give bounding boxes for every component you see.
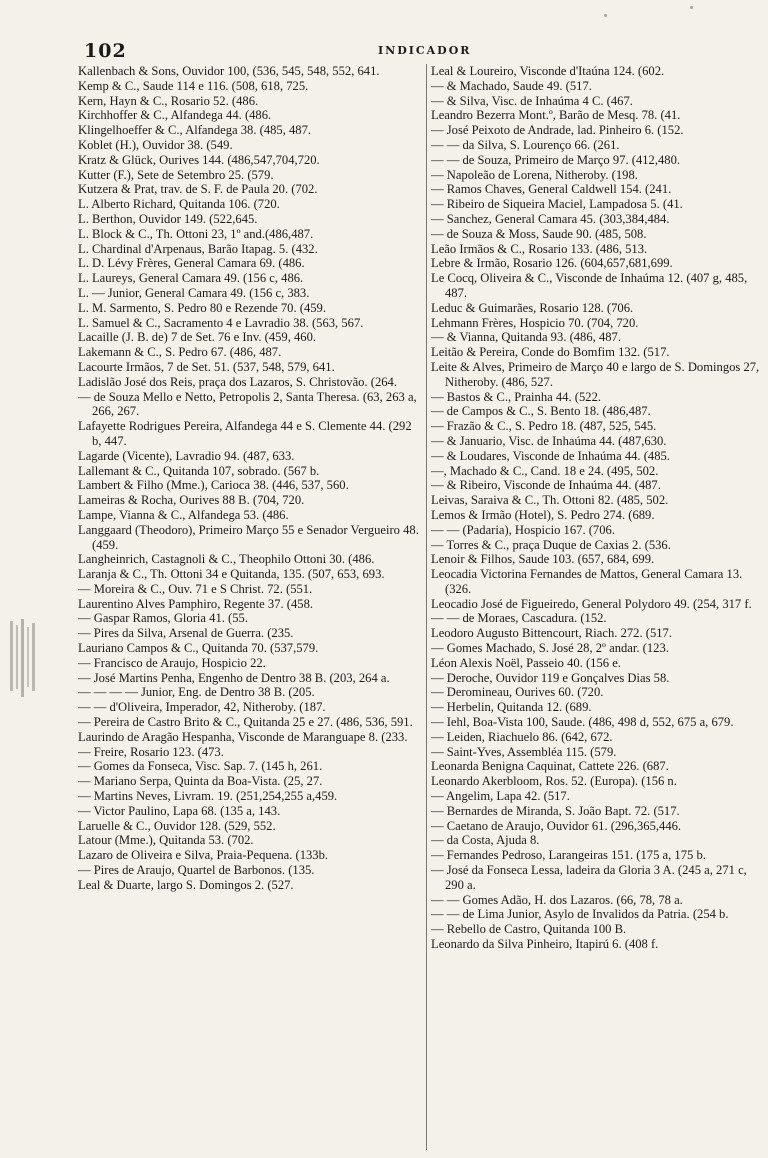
- directory-entry: — Herbelin, Quitanda 12. (689.: [431, 700, 592, 715]
- directory-entry: Leal & Loureiro, Visconde d'Itaúna 124. (602.: [431, 64, 665, 78]
- directory-entry: — Leiden, Riachuelo 86. (642, 672.: [431, 729, 613, 744]
- directory-entry: — Pereira de Castro Brito & C., Quitanda 25 e 27. (486, 536, 591.: [78, 715, 413, 730]
- directory-entry: — Deroche, Ouvidor 119 e Gonçalves Dias 58.: [431, 670, 670, 685]
- directory-entry: L. D. Lévy Frères, General Camara 69. (486.: [78, 256, 305, 271]
- directory-entry: — de Souza & Moss, Saude 90. (485, 508.: [431, 226, 647, 241]
- left-column: [78, 64, 422, 1150]
- directory-entry: — — de Souza, Primeiro de Março 97. (412,480.: [431, 152, 681, 167]
- directory-entry: — Fernandes Pedroso, Larangeiras 151. (175 a, 175 b.: [431, 848, 706, 863]
- directory-entry: Laurindo de Aragão Hespanha, Visconde de Maranguape 8. (233.: [78, 729, 408, 744]
- directory-entry: Leite & Alves, Primeiro de Março 40 e largo de S. Domingos 27, Nitheroby. (486, 527.: [431, 359, 760, 389]
- directory-entry: Leal & Duarte, largo S. Domingos 2. (527.: [78, 877, 294, 892]
- paper-speck: [604, 14, 607, 17]
- directory-entry: Leduc & Guimarães, Rosario 128. (706.: [431, 300, 634, 315]
- directory-entry: — Martins Neves, Livram. 19. (251,254,255 a,459.: [78, 789, 338, 804]
- directory-entry: — Sanchez, General Camara 45. (303,384,484.: [431, 211, 670, 226]
- directory-entry: — Iehl, Boa-Vista 100, Saude. (486, 498 d, 552, 675 a, 679.: [431, 715, 734, 730]
- directory-entry: Lallemant & C., Quitanda 107, sobrado. (567 b.: [78, 463, 320, 478]
- directory-entry: Kirchhoffer & C., Alfandega 44. (486.: [78, 108, 272, 123]
- directory-entry: Lazaro de Oliveira e Silva, Praia-Pequena. (133b.: [78, 848, 329, 863]
- directory-entry: Leocadia Victorina Fernandes de Mattos, General Camara 13. (326.: [431, 567, 743, 596]
- directory-entry: — José da Fonseca Lessa, ladeira da Gloria 3 A. (245 a, 271 c, 290 a.: [431, 863, 747, 892]
- directory-entry: Kemp & C., Saude 114 e 116. (508, 618, 725.: [78, 78, 309, 93]
- directory-entry: Lambert & Filho (Mme.), Carioca 38. (446, 537, 560.: [78, 478, 349, 493]
- directory-entry: — José Peixoto de Andrade, lad. Pinheiro 6. (152.: [431, 123, 684, 138]
- directory-entry: Lampe, Vianna & C., Alfandega 53. (486.: [78, 507, 289, 522]
- directory-entry: Lemos & Irmão (Hotel), S. Pedro 274. (689.: [431, 507, 655, 522]
- directory-entry: Lakemann & C., S. Pedro 67. (486, 487.: [78, 345, 282, 360]
- directory-entry: — Pires da Silva, Arsenal de Guerra. (235.: [78, 626, 294, 641]
- directory-entry: — & Januario, Visc. de Inhaúma 44. (487,630.: [431, 433, 667, 448]
- directory-entry: — — de Lima Junior, Asylo de Invalidos da Patria. (254 b.: [431, 907, 729, 922]
- page-header: [78, 40, 758, 66]
- directory-entry: Le Cocq, Oliveira & C., Visconde de Inhaúma 12. (407 g, 485, 487.: [431, 271, 748, 300]
- directory-entry: — & Vianna, Quitanda 93. (486, 487.: [431, 330, 621, 345]
- directory-entry: — Saint-Yves, Assembléa 115. (579.: [431, 744, 617, 759]
- directory-entry: — — da Silva, S. Lourenço 66. (261.: [431, 137, 620, 152]
- directory-entry: Leocadio José de Figueiredo, General Polydoro 49. (254, 317 f.: [431, 596, 752, 611]
- directory-entry: — Mariano Serpa, Quinta da Boa-Vista. (25, 27.: [78, 774, 323, 789]
- directory-entry: — Frazão & C., S. Pedro 18. (487, 525, 545.: [431, 419, 657, 434]
- directory-entry: L. Samuel & C., Sacramento 4 e Lavradio 38. (563, 567.: [78, 315, 364, 330]
- directory-entry: Leandro Bezerra Mont.º, Barão de Mesq. 78. (41.: [431, 108, 681, 123]
- directory-entry: — — d'Oliveira, Imperador, 42, Nitheroby. (187.: [78, 700, 326, 715]
- directory-entry: Lameiras & Rocha, Ourives 88 B. (704, 720.: [78, 493, 305, 508]
- library-stamp-mark: [6, 615, 40, 703]
- directory-entry: Lebre & Irmão, Rosario 126. (604,657,681,699.: [431, 256, 673, 271]
- directory-entry: Lenoir & Filhos, Saude 103. (657, 684, 699.: [431, 552, 655, 567]
- directory-entry: — Pires de Araujo, Quartel de Barbonos. (135.: [78, 863, 315, 878]
- directory-entry: — — — — Junior, Eng. de Dentro 38 B. (205.: [78, 685, 315, 700]
- paper-speck: [690, 6, 693, 9]
- directory-entry: Lauriano Campos & C., Quitanda 70. (537,579.: [78, 641, 319, 656]
- directory-entry: — Gomes Machado, S. José 28, 2º andar. (123.: [431, 641, 669, 656]
- directory-entry: L. Alberto Richard, Quitanda 106. (720.: [78, 197, 280, 212]
- directory-entry: — Napoleão de Lorena, Nitheroby. (198.: [431, 167, 638, 182]
- directory-entry: — Ramos Chaves, General Caldwell 154. (241.: [431, 182, 672, 197]
- running-head: INDICADOR: [378, 44, 472, 57]
- directory-entry: Léon Alexis Noël, Passeio 40. (156 e.: [431, 655, 621, 670]
- directory-entry: — & Silva, Visc. de Inhaúma 4 C. (467.: [431, 93, 633, 108]
- directory-entry: Lacaille (J. B. de) 7 de Set. 76 e Inv. (459, 460.: [78, 330, 317, 345]
- directory-entry: — — de Moraes, Cascadura. (152.: [431, 611, 607, 626]
- directory-entry: L. Laureys, General Camara 49. (156 c, 486.: [78, 271, 304, 286]
- directory-entry: Kutter (F.), Sete de Setembro 25. (579.: [78, 167, 274, 182]
- directory-entry: Ladislão José dos Reis, praça dos Lazaros, S. Christovão. (264.: [78, 374, 397, 389]
- directory-entry: — Bastos & C., Prainha 44. (522.: [431, 389, 602, 404]
- directory-entry: — Moreira & C., Ouv. 71 e S Christ. 72. (551.: [78, 581, 313, 596]
- directory-entry: Kutzera & Prat, trav. de S. F. de Paula 20. (702.: [78, 182, 318, 197]
- directory-entry: Koblet (H.), Ouvidor 38. (549.: [78, 137, 233, 152]
- directory-entry: Leonardo da Silva Pinheiro, Itapirú 6. (408 f.: [431, 937, 659, 952]
- directory-entry: Langheinrich, Castagnoli & C., Theophilo Ottoni 30. (486.: [78, 552, 375, 567]
- directory-entry: Klingelhoeffer & C., Alfandega 38. (485, 487.: [78, 123, 312, 138]
- directory-entry: — & Ribeiro, Visconde de Inhaúma 44. (487.: [431, 478, 661, 493]
- directory-entry: Leitão & Pereira, Conde do Bomfim 132. (517.: [431, 345, 670, 360]
- directory-entry: —, Machado & C., Cand. 18 e 24. (495, 502.: [431, 463, 659, 478]
- directory-entry: Leão Irmãos & C., Rosario 133. (486, 513.: [431, 241, 648, 256]
- directory-entry: Lehmann Frères, Hospicio 70. (704, 720.: [431, 315, 639, 330]
- directory-entry: — Gomes da Fonseca, Visc. Sap. 7. (145 h, 261.: [78, 759, 323, 774]
- directory-entry: — de Campos & C., S. Bento 18. (486,487.: [431, 404, 651, 419]
- directory-entry: Leodoro Augusto Bittencourt, Riach. 272. (517.: [431, 626, 672, 641]
- directory-entry: Laranja & C., Th. Ottoni 34 e Quitanda, 135. (507, 653, 693.: [78, 567, 385, 582]
- page-number: 102: [84, 40, 127, 62]
- directory-entry: — — (Padaria), Hospicio 167. (706.: [431, 522, 615, 537]
- directory-page: [78, 40, 758, 1152]
- directory-entry: — Rebello de Castro, Quitanda 100 B.: [431, 922, 627, 937]
- directory-entry: — Deromineau, Ourives 60. (720.: [431, 685, 604, 700]
- directory-entry: Leivas, Saraiva & C., Th. Ottoni 82. (485, 502.: [431, 493, 669, 508]
- directory-entry: L. — Junior, General Camara 49. (156 c, 383.: [78, 285, 310, 300]
- directory-entry: L. Block & C., Th. Ottoni 23, 1º and.(486,487.: [78, 226, 314, 241]
- directory-entry: — Torres & C., praça Duque de Caxias 2. (536.: [431, 537, 671, 552]
- directory-entry: — Francisco de Araujo, Hospicio 22.: [78, 655, 266, 670]
- directory-entry: — de Souza Mello e Netto, Petropolis 2, Santa Theresa. (63, 263 a, 266, 267.: [78, 389, 417, 419]
- directory-entry: — José Martins Penha, Engenho de Dentro 38 B. (203, 264 a.: [78, 670, 390, 685]
- directory-entry: Lagarde (Vicente), Lavradio 94. (487, 633.: [78, 448, 295, 463]
- directory-entry: Kern, Hayn & C., Rosario 52. (486.: [78, 93, 259, 108]
- directory-entry: Kallenbach & Sons, Ouvidor 100, (536, 545, 548, 552, 641.: [78, 64, 380, 78]
- directory-entry: — Bernardes de Miranda, S. João Bapt. 72. (517.: [431, 803, 680, 818]
- directory-entry: — Caetano de Araujo, Ouvidor 61. (296,365,446.: [431, 818, 682, 833]
- directory-entry: Kratz & Glück, Ourives 144. (486,547,704,720.: [78, 152, 320, 167]
- columns: [78, 64, 758, 1150]
- right-column: [426, 64, 763, 1150]
- directory-entry: — & Loudares, Visconde de Inhaúma 44. (485.: [431, 448, 670, 463]
- directory-entry: — Ribeiro de Siqueira Maciel, Lampadosa 5. (41.: [431, 197, 683, 212]
- directory-entry: Langgaard (Theodoro), Primeiro Março 55 e Senador Vergueiro 48. (459.: [78, 522, 419, 552]
- directory-entry: — — Gomes Adão, H. dos Lazaros. (66, 78, 78 a.: [431, 892, 683, 907]
- directory-entry: L. Berthon, Ouvidor 149. (522,645.: [78, 211, 258, 226]
- directory-entry: — Freire, Rosario 123. (473.: [78, 744, 224, 759]
- directory-entry: Laruelle & C., Ouvidor 128. (529, 552.: [78, 818, 276, 833]
- directory-entry: Laurentino Alves Pamphiro, Regente 37. (458.: [78, 596, 314, 611]
- directory-entry: — & Machado, Saude 49. (517.: [431, 78, 592, 93]
- directory-entry: Leonardo Akerbloom, Ros. 52. (Europa). (156 n.: [431, 774, 677, 789]
- directory-entry: Latour (Mme.), Quitanda 53. (702.: [78, 833, 254, 848]
- directory-entry: L. M. Sarmento, S. Pedro 80 e Rezende 70. (459.: [78, 300, 326, 315]
- directory-entry: — da Costa, Ajuda 8.: [431, 833, 540, 848]
- directory-entry: Leonarda Benigna Caquinat, Cattete 226. (687.: [431, 759, 669, 774]
- directory-entry: Lafayette Rodrigues Pereira, Alfandega 44 e S. Clemente 44. (292 b, 447.: [78, 419, 412, 448]
- directory-entry: — Angelim, Lapa 42. (517.: [431, 789, 570, 804]
- directory-entry: Lacourte Irmãos, 7 de Set. 51. (537, 548, 579, 641.: [78, 359, 335, 374]
- directory-entry: L. Chardinal d'Arpenaus, Barão Itapag. 5. (432.: [78, 241, 318, 256]
- directory-entry: — Victor Paulino, Lapa 68. (135 a, 143.: [78, 803, 281, 818]
- directory-entry: — Gaspar Ramos, Gloria 41. (55.: [78, 611, 248, 626]
